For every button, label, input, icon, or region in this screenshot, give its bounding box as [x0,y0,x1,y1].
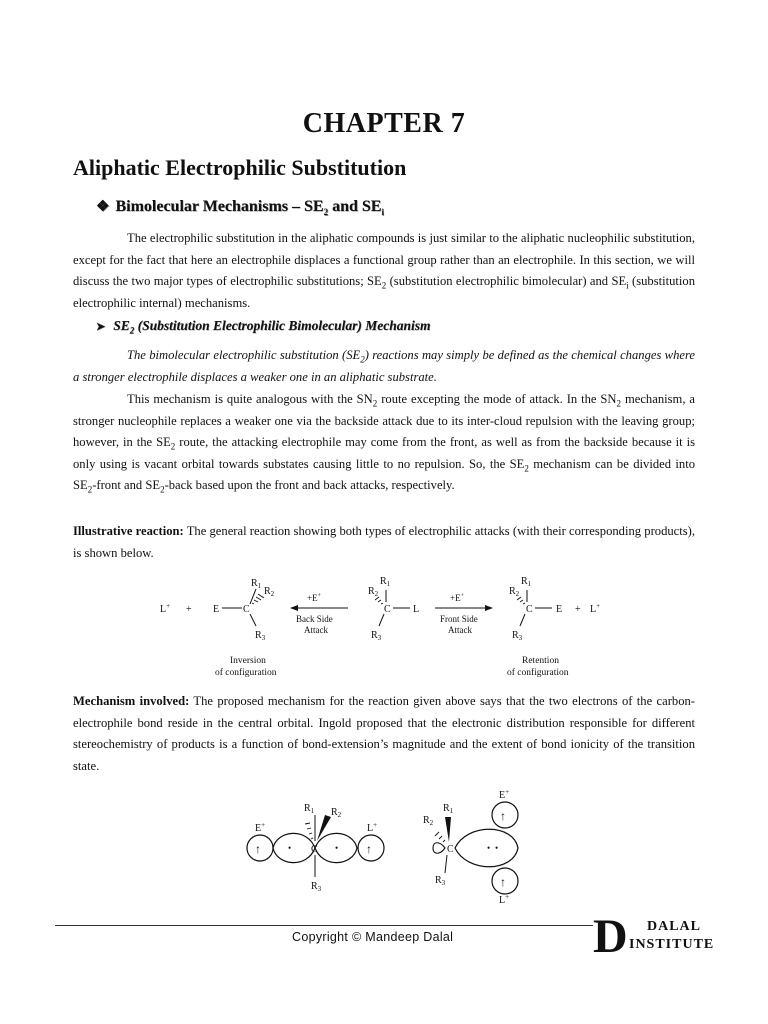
front-side-label: Front Side [440,614,478,624]
definition-paragraph: The bimolecular electrophilic substitution $(SE_2)$ reactions may simply be defined as the chemical changes where a stronger electrophile displaces a weaker one in an aliphatic substrate. [73,348,695,384]
subsubsection-heading: ➤ $SE_2$ (Substitution Electrophilic Bimolecular) Mechanism [96,318,431,336]
arrow-bullet-icon: ➤ [96,321,106,333]
subsection-heading: ❖ Bimolecular Mechanisms – $SE_2$ and $SE_i$ [96,198,384,218]
transition-state-orbital-diagram [235,785,555,903]
ts2-leaving-group: L+ [499,893,510,903]
left-r2: $R_2$ [264,586,275,598]
svg-text:•: • [487,843,491,853]
ts2-r2: $R_2$ [423,815,434,827]
left-r3: $R_3$ [255,630,266,642]
mechanism-paragraph: This mechanism is quite analogous with the $SN_2$ route excepting the mode of attack. In the $SN_2$ mechanism, a stronger nucleophile replaces a weaker one via the backside attack due to its inter-cloud repulsion with the leaving group; however, in the $SE_2$ route, the attacking electrophile may come from the front, as well as from the backside because it is only using is vacant orbital towards substates causing little to no repulsion. So, the $SE_2$ mechanism can be divided into $SE_2$-front and $SE_2$-back based upon the front and back attacks, respectively. [73,392,696,495]
svg-text:•: • [335,843,339,853]
left-electrophile: E [213,604,220,615]
intro-paragraph: The electrophilic substitution in the aliphatic compounds is just similar to the aliphatic nucleophilic substitution, except for the fact that here an electrophile displaces a functional group rather than an electrophile. In this section, we will discuss the two major types of electrophilic substitutions; $SE_2$ (substitution electrophilic bimolecular) and $SE_i$ (substitution electrophilic internal) mechanisms. [73,231,695,310]
ts2-r3: $R_3$ [435,875,446,887]
inversion-caption-2: of configuration [215,668,277,678]
ts2-r1: $R_1$ [443,803,454,815]
ts1-r3: $R_3$ [311,881,322,893]
section-title: Aliphatic Electrophilic Substitution [73,155,407,180]
back-reagent: +E+ [307,593,321,603]
right-r1: $R_1$ [521,576,532,588]
mechanism-involved-paragraph: Mechanism involved: The proposed mechanism for the reaction given above says that the two electrons of the carbon-electrophile bond reside in the central orbital. Ingold proposed that the electronic distribution responsible for different stereochemistry of products is a function of bond-extension’s magnitude and the extent of bond ionicity of the transition state. [73,694,695,773]
right-r3: $R_3$ [512,630,523,642]
center-carbon: C [384,604,391,615]
logo-line-1: DALAL [647,919,702,934]
copyright-text: Copyright © Mandeep Dalal [292,930,454,944]
ts1-leaving-group: L+ [367,821,378,834]
ts2-electrophile: E+ [499,788,510,801]
right-electrophile: E [556,604,563,615]
ts2-arrow-top: ↑ [500,809,506,823]
dalal-institute-logo [593,910,723,963]
inversion-caption: Inversion [230,656,266,666]
center-leaving-group: L [413,604,420,615]
ts1-r2: $R_2$ [331,807,342,819]
right-r2: $R_2$ [509,586,520,598]
left-leaving-group: L+ [160,602,171,615]
svg-text:•: • [288,843,292,853]
reaction-scheme-diagram [150,572,620,682]
back-side-label: Back Side [296,614,333,624]
ts1-r1: $R_1$ [304,803,315,815]
front-reagent: +E+ [450,593,464,603]
chapter-title: CHAPTER 7 [302,108,466,139]
ts2-carbon: C [447,844,454,855]
back-attack-label: Attack [304,625,328,635]
footer-divider [55,925,593,926]
ts2-arrow-bottom: ↑ [500,875,506,889]
diamond-bullet-icon: ❖ [96,199,110,215]
center-r1: $R_1$ [380,576,391,588]
left-carbon: C [243,604,250,615]
illustrative-reaction-paragraph: Illustrative reaction: The general reaction showing both types of electrophilic attacks (with their corresponding products), is shown below. [73,524,695,560]
ts1-carbon: C [311,844,318,855]
retention-caption-2: of configuration [507,668,569,678]
ts1-electrophile: E+ [255,821,266,834]
center-r3: $R_3$ [371,630,382,642]
front-attack-label: Attack [448,625,472,635]
svg-text:•: • [495,843,499,853]
center-r2: $R_2$ [368,586,379,598]
left-r1: $R_1$ [251,578,262,590]
logo-line-2: INSTITUTE [629,937,715,952]
ts1-arrow-left: ↑ [255,842,261,856]
right-carbon: C [526,604,533,615]
left-plus: + [186,604,192,615]
right-leaving-group: L+ [590,602,601,615]
right-plus: + [575,604,581,615]
retention-caption: Retention [522,656,559,666]
ts1-arrow-right: ↑ [366,842,372,856]
logo-d-letter: D [593,910,628,963]
